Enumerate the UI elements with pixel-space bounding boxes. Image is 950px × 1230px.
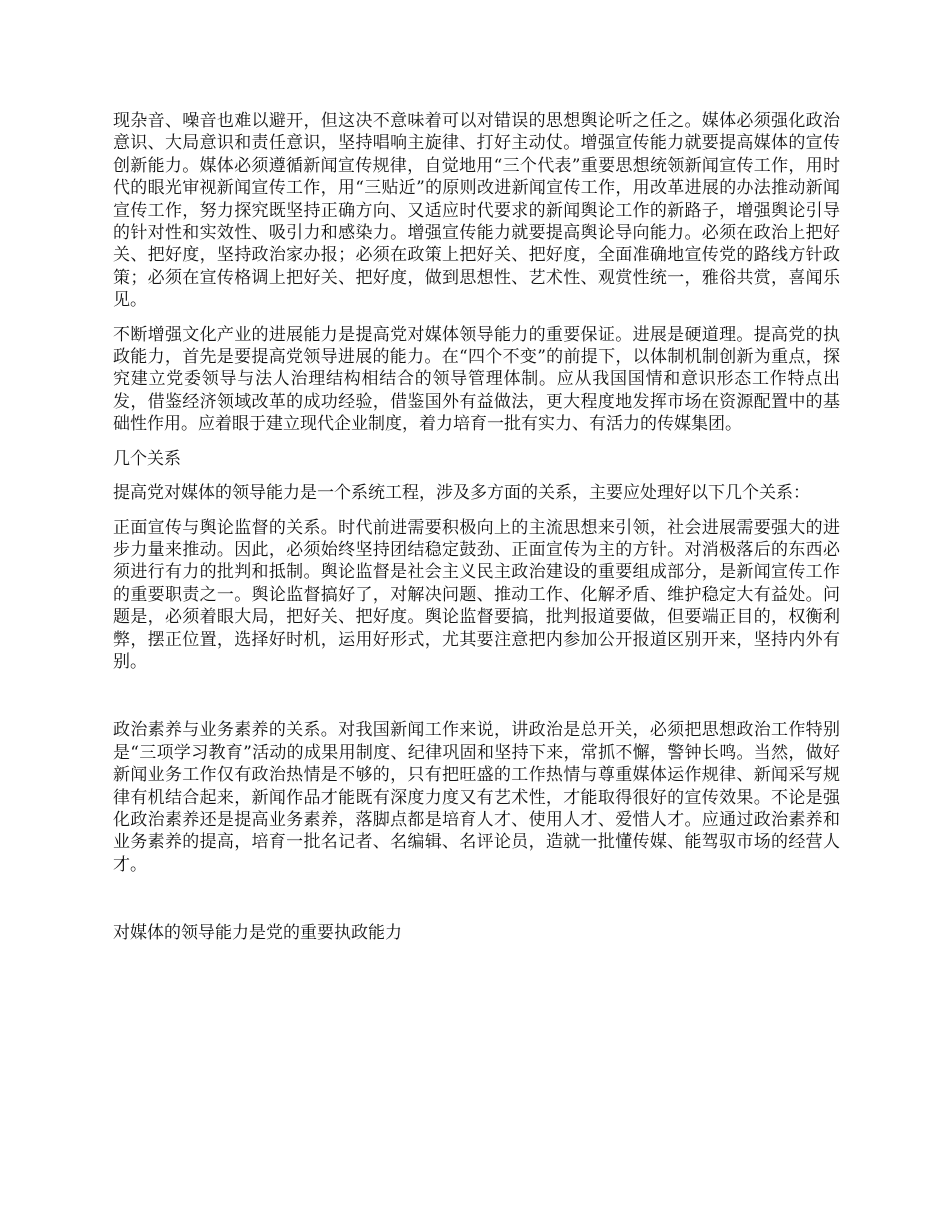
paragraph-5: 政治素养与业务素养的关系。对我国新闻工作来说，讲政治是总开关，必须把思想政治工作特别是“三项学习教育”活动的成果用制度、纪律巩固和坚持下来，常抓不懈，警钟长鸣。当然，做好新闻业务工作仅有政治热情是不够的，只有把旺盛的工作热情与尊重媒体运作规律、新闻采写规律有机结合起来，新闻作品才能既有深度力度又有艺术性，才能取得很好的宣传效果。不论是强化政治素养还是提高业务素养，落脚点都是培育人才、使用人才、爱惜人才。应通过政治素养和业务素养的提高，培育一批名记者、名编辑、名评论员，造就一批懂传媒、能驾驭市场的经营人才。 bbox=[113, 720, 840, 875]
paragraph-2: 不断增强文化产业的进展能力是提高党对媒体领导能力的重要保证。进展是硬道理。提高党的执政能力，首先是要提高党领导进展的能力。在“四个不变”的前提下，以体制机制创新为重点，探究建立党委领导与法人治理结构相结合的领导管理体制。应从我国国情和意识形态工作特点出发，借鉴经济领域改革的成功经验，借鉴国外有益做法，更大程度地发挥市场在资源配置中的基础性作用。应着眼于建立现代企业制度，着力培育一批有实力、有活力的传媒集团。 bbox=[113, 324, 840, 435]
document-body bbox=[113, 110, 840, 957]
section-heading-leadership: 对媒体的领导能力是党的重要执政能力 bbox=[113, 923, 402, 944]
paragraph-1: 现杂音、噪音也难以避开，但这决不意味着可以对错误的思想舆论听之任之。媒体必须强化政治意识、大局意识和责任意识，坚持唱响主旋律、打好主动仗。增强宣传能力就要提高媒体的宣传创新能力。媒体必须遵循新闻宣传规律，自觉地用“三个代表”重要思想统领新闻宣传工作，用时代的眼光审视新闻宣传工作，用“三贴近”的原则改进新闻宣传工作，用改革进展的办法推动新闻宣传工作，努力探究既坚持正确方向、又适应时代要求的新闻舆论工作的新路子，增强舆论引导的针对性和实效性、吸引力和感染力。增强宣传能力就要提高舆论导向能力。必须在政治上把好关、把好度，坚持政治家办报；必须在政策上把好关、把好度，全面准确地宣传党的路线方针政策；必须在宣传格调上把好关、把好度，做到思想性、艺术性、观赏性统一，雅俗共赏，喜闻乐见。 bbox=[113, 111, 840, 311]
paragraph-4: 正面宣传与舆论监督的关系。时代前进需要积极向上的主流思想来引领，社会进展需要强大的进步力量来推动。因此，必须始终坚持团结稳定鼓劲、正面宣传为主的方针。对消极落后的东西必须进行有力的批判和抵制。舆论监督是社会主义民主政治建设的重要组成部分，是新闻宣传工作的重要职责之一。舆论监督搞好了，对解决问题、推动工作、化解矛盾、维护稳定大有益处。问题是，必须着眼大局，把好关、把好度。舆论监督要搞，批判报道要做，但要端正目的，权衡利弊，摆正位置，选择好时机，运用好形式，尤其要注意把内参加公开报道区别开来，坚持内外有别。 bbox=[113, 517, 840, 672]
paragraph-3: 提高党对媒体的领导能力是一个系统工程，涉及多方面的关系，主要应处理好以下几个关系： bbox=[113, 483, 810, 504]
spacer bbox=[113, 888, 840, 922]
spacer bbox=[113, 685, 840, 719]
section-heading-relations: 几个关系 bbox=[113, 448, 181, 469]
